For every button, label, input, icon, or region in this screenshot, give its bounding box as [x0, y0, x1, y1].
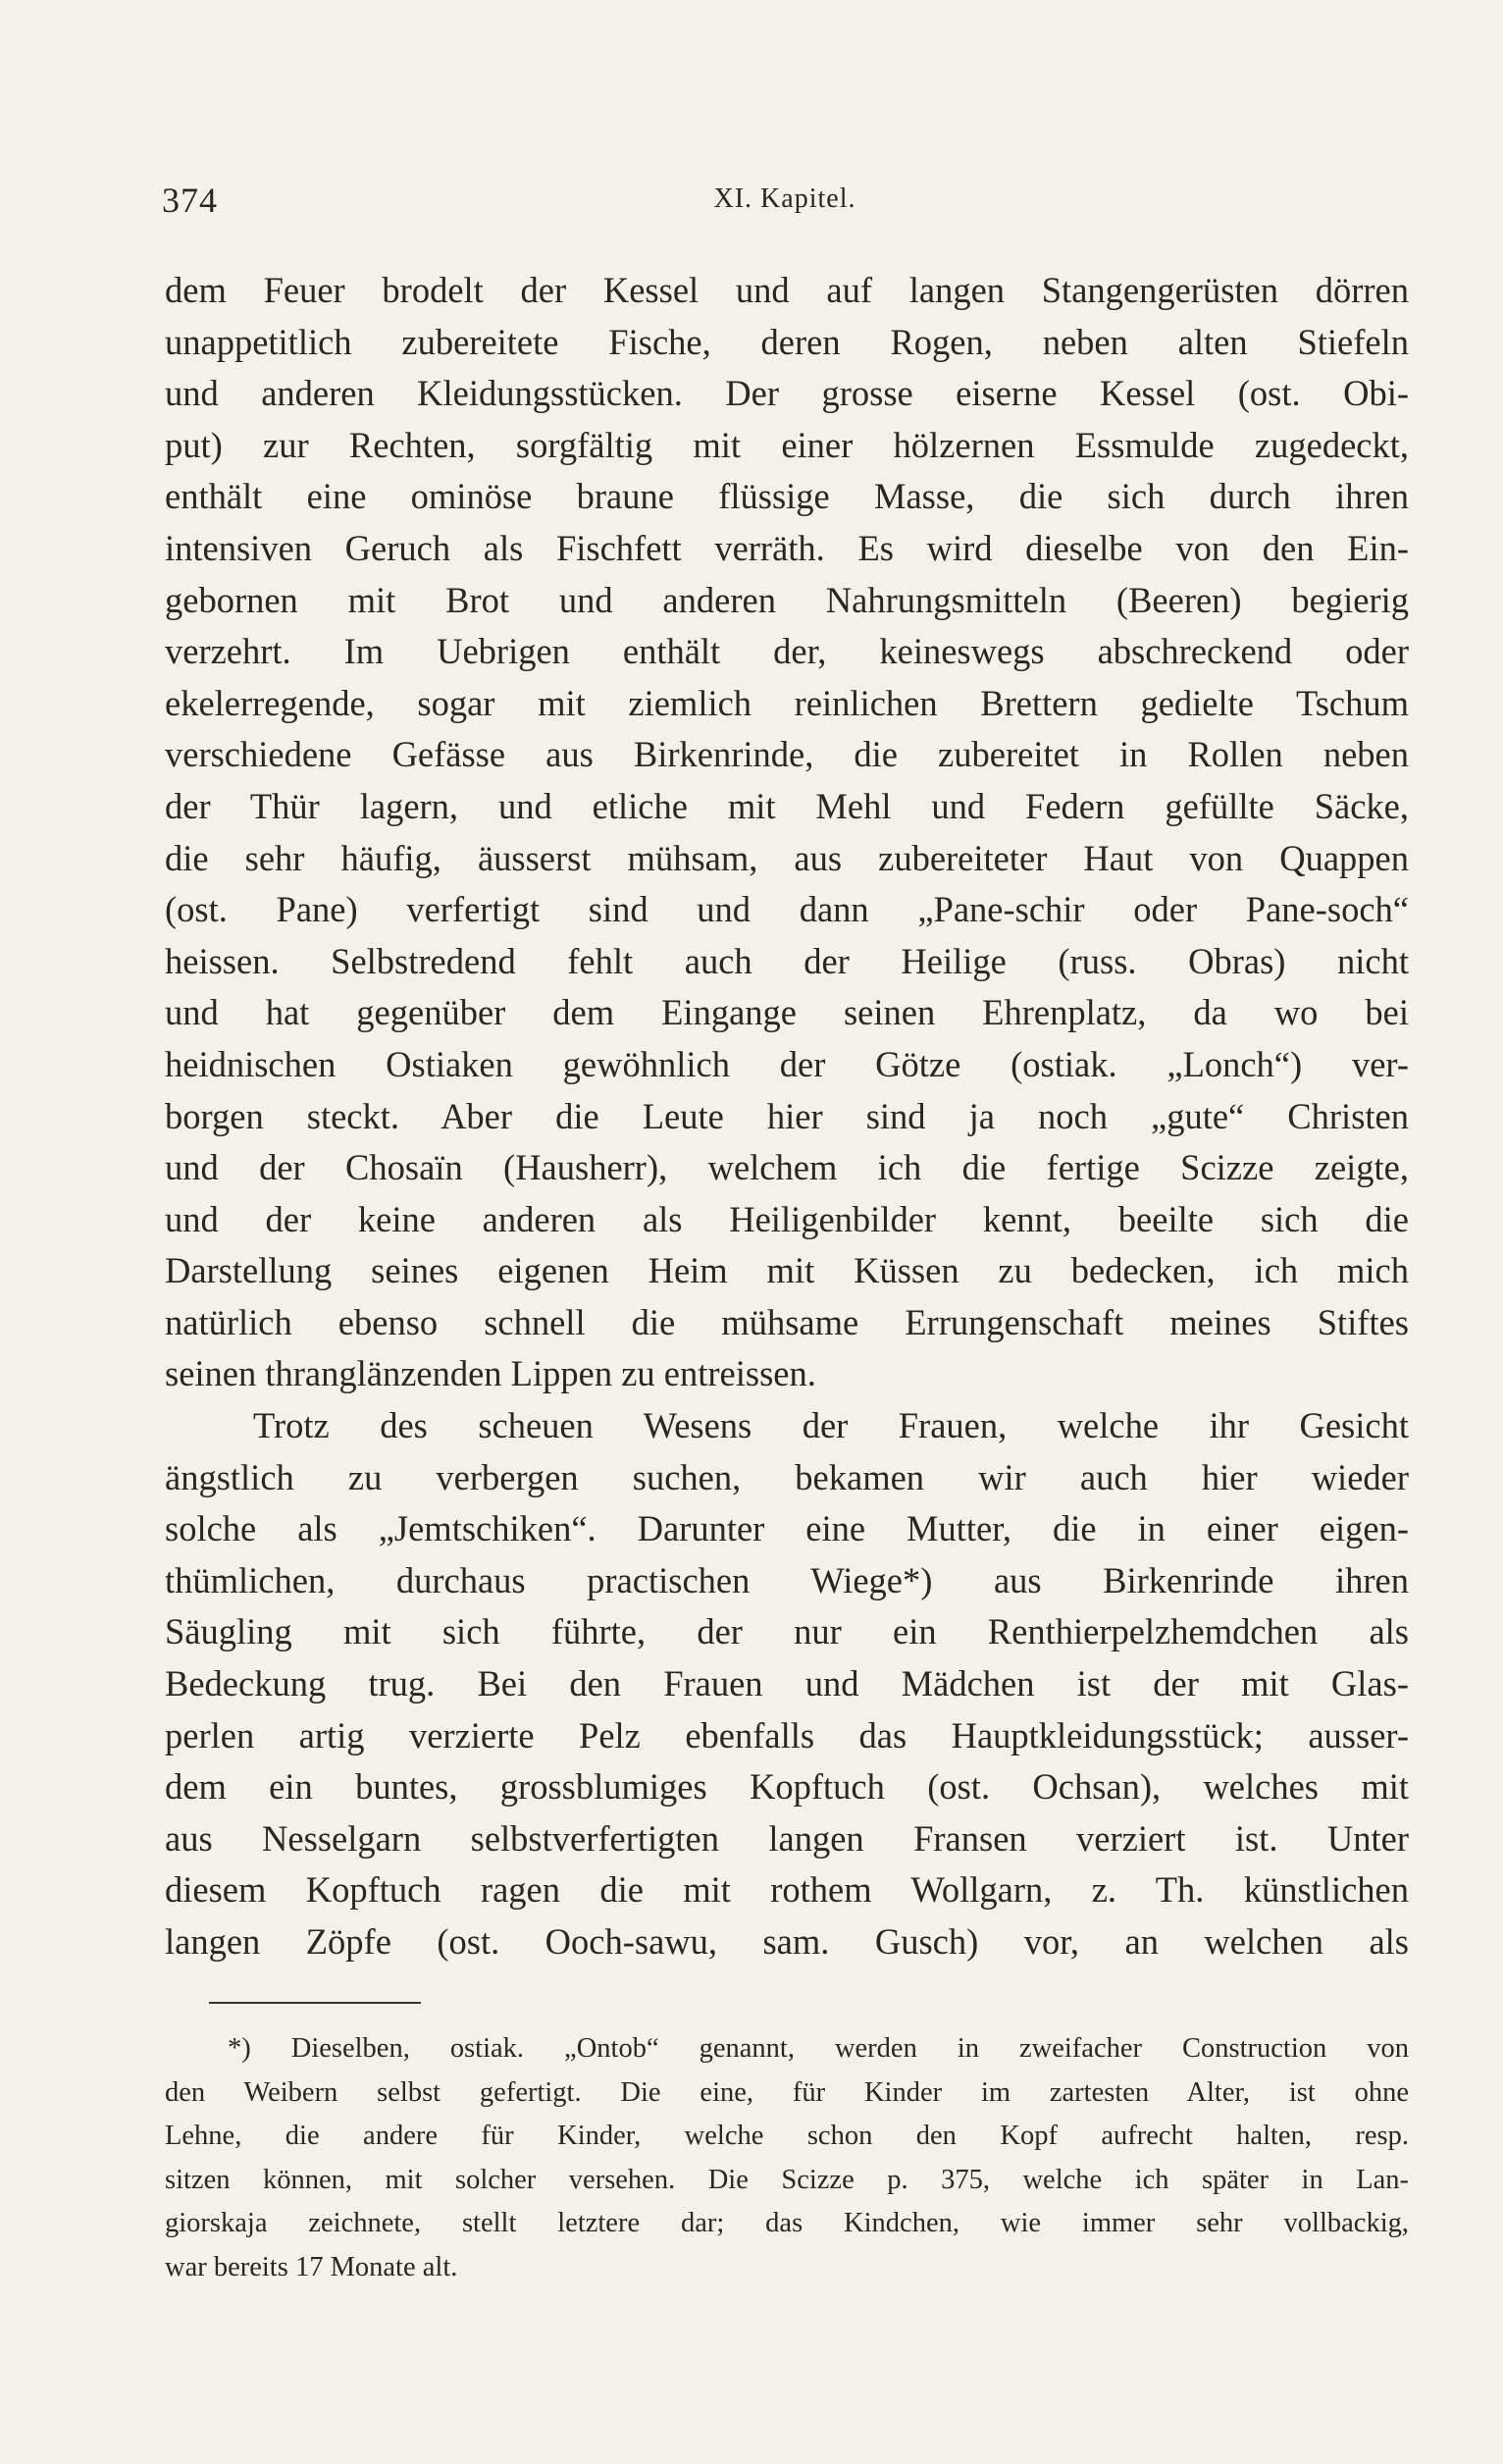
text-line: und der Chosaïn (Hausherr), welchem ich die fertige Scizze zeigte,	[165, 1147, 1409, 1188]
text-line: borgen steckt. Aber die Leute hier sind ja noch „gute“ Christen	[165, 1095, 1409, 1136]
text-line: verschiedene Gefässe aus Birkenrinde, die zubereitet in Rollen neben	[165, 734, 1409, 775]
footnote-line: sitzen können, mit solcher versehen. Die Scizze p. 375, welche ich später in Lan-	[165, 2164, 1409, 2195]
running-head	[162, 180, 1408, 229]
footnote-line: war bereits 17 Monate alt.	[165, 2251, 458, 2282]
footnote-line: Lehne, die andere für Kinder, welche schon den Kopf aufrecht halten, resp.	[165, 2121, 1409, 2151]
text-line: verzehrt. Im Uebrigen enthält der, keineswegs abschreckend oder	[165, 631, 1409, 672]
text-line: langen Zöpfe (ost. Ooch-sawu, sam. Gusch) vor, an welchen als	[165, 1921, 1409, 1962]
chapter-title: XI. Kapitel.	[713, 183, 856, 214]
text-line: dem Feuer brodelt der Kessel und auf langen Stangengerüsten dörren	[165, 270, 1409, 310]
text-line: unappetitlich zubereitete Fische, deren Rogen, neben alten Stiefeln	[165, 321, 1409, 362]
footnote-line: *) Dieselben, ostiak. „Ontob“ genannt, werden in zweifacher Construction von	[228, 2033, 1409, 2064]
footnote	[165, 2027, 1409, 2289]
text-line: solche als „Jemtschiken“. Darunter eine Mutter, die in einer eigen-	[165, 1508, 1409, 1549]
text-line: perlen artig verzierte Pelz ebenfalls das Hauptkleidungsstück; ausser-	[165, 1714, 1409, 1756]
paragraph-end-line: seinen thranglänzenden Lippen zu entreissen.	[165, 1353, 816, 1394]
text-line: heidnischen Ostiaken gewöhnlich der Götze (ostiak. „Lonch“) ver-	[165, 1043, 1409, 1084]
text-line: ekelerregende, sogar mit ziemlich reinlichen Brettern gedielte Tschum	[165, 682, 1409, 723]
paragraph-start-line: Trotz des scheuen Wesens der Frauen, welche ihr Gesicht	[253, 1405, 1409, 1446]
text-line: put) zur Rechten, sorgfältig mit einer hölzernen Essmulde zugedeckt,	[165, 424, 1409, 465]
text-line: ängstlich zu verbergen suchen, bekamen wir auch hier wieder	[165, 1456, 1409, 1497]
text-line: und hat gegenüber dem Eingange seinen Ehrenplatz, da wo bei	[165, 992, 1409, 1033]
body-text	[165, 265, 1409, 1968]
text-line: enthält eine ominöse braune flüssige Masse, die sich durch ihren	[165, 476, 1409, 517]
text-line: aus Nesselgarn selbstverfertigten langen Fransen verziert ist. Unter	[165, 1817, 1409, 1859]
footnote-divider	[209, 2002, 421, 2004]
text-line: intensiven Geruch als Fischfett verräth. Es wird dieselbe von den Ein-	[165, 527, 1409, 568]
text-line: und der keine anderen als Heiligenbilder kennt, beeilte sich die	[165, 1198, 1409, 1239]
text-line: Darstellung seines eigenen Heim mit Küssen zu bedecken, ich mich	[165, 1250, 1409, 1291]
text-line: gebornen mit Brot und anderen Nahrungsmitteln (Beeren) begierig	[165, 579, 1409, 620]
text-line: der Thür lagern, und etliche mit Mehl und Federn gefüllte Säcke,	[165, 785, 1409, 826]
text-line: Bedeckung trug. Bei den Frauen und Mädchen ist der mit Glas-	[165, 1663, 1409, 1704]
text-line: heissen. Selbstredend fehlt auch der Heilige (russ. Obras) nicht	[165, 940, 1409, 981]
text-line: natürlich ebenso schnell die mühsame Errungenschaft meines Stiftes	[165, 1301, 1409, 1342]
text-line: dem ein buntes, grossblumiges Kopftuch (ost. Ochsan), welches mit	[165, 1766, 1409, 1808]
text-line: (ost. Pane) verfertigt sind und dann „Pane-schir oder Pane-soch“	[165, 889, 1409, 930]
text-line: die sehr häufig, äusserst mühsam, aus zubereiteter Haut von Quappen	[165, 837, 1409, 878]
text-line: thümlichen, durchaus practischen Wiege*) aus Birkenrinde ihren	[165, 1559, 1409, 1600]
footnote-line: giorskaja zeichnete, stellt letztere dar; das Kindchen, wie immer sehr vollbackig,	[165, 2208, 1409, 2238]
text-line: diesem Kopftuch ragen die mit rothem Wollgarn, z. Th. künstlichen	[165, 1869, 1409, 1911]
text-line: und anderen Kleidungsstücken. Der grosse eiserne Kessel (ost. Obi-	[165, 373, 1409, 414]
footnote-line: den Weibern selbst gefertigt. Die eine, für Kinder im zartesten Alter, ist ohne	[165, 2076, 1409, 2108]
text-line: Säugling mit sich führte, der nur ein Renthierpelzhemdchen als	[165, 1611, 1409, 1652]
page-number: 374	[162, 181, 218, 220]
